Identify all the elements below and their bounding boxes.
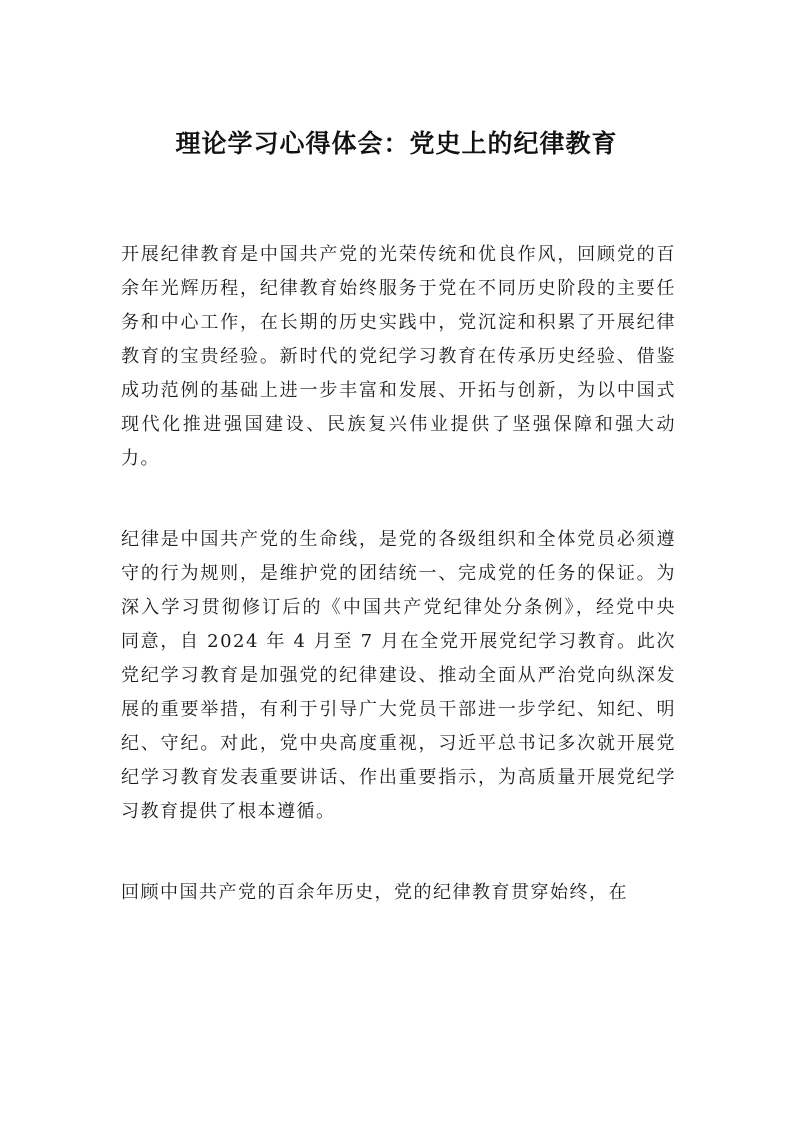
paragraph-3: 回顾中国共产党的百余年历史，党的纪律教育贯穿始终，在 [121, 882, 628, 903]
paragraph-1: 开展纪律教育是中国共产党的光荣传统和优良作风，回顾党的百余年光辉历程，纪律教育始终服务于党在不同历史阶段的主要任务和中心工作，在长期的历史实践中，党沉淀和积累了开展纪律教育的宝贵经验。新时代的党纪学习教育在传承历史经验、借鉴成功范例的基础上进一步丰富和发展、开拓与创新，为以中国式现代化推进强国建设、民族复兴伟业提供了坚强保障和强大动力。 [121, 244, 676, 469]
document-body [121, 238, 676, 957]
paragraph-2: 纪律是中国共产党的生命线，是党的各级组织和全体党员必须遵守的行为规则，是维护党的团结统一、完成党的任务的保证。为深入学习贯彻修订后的《中国共产党纪律处分条例》，经党中央同意，自 2024 年 4 月至 7 月在全党开展党纪学习教育。此次党纪学习教育是加强党的纪律建设、推动全面从严治党向纵深发展的重要举措，有利于引导广大党员干部进一步学纪、知纪、明纪、守纪。对此，党中央高度重视，习近平总书记多次就开展党纪学习教育发表重要讲话、作出重要指示，为高质量开展党纪学习教育提供了根本遵循。 [121, 529, 676, 822]
document-title: 理论学习心得体会：党史上的纪律教育 [175, 129, 618, 158]
